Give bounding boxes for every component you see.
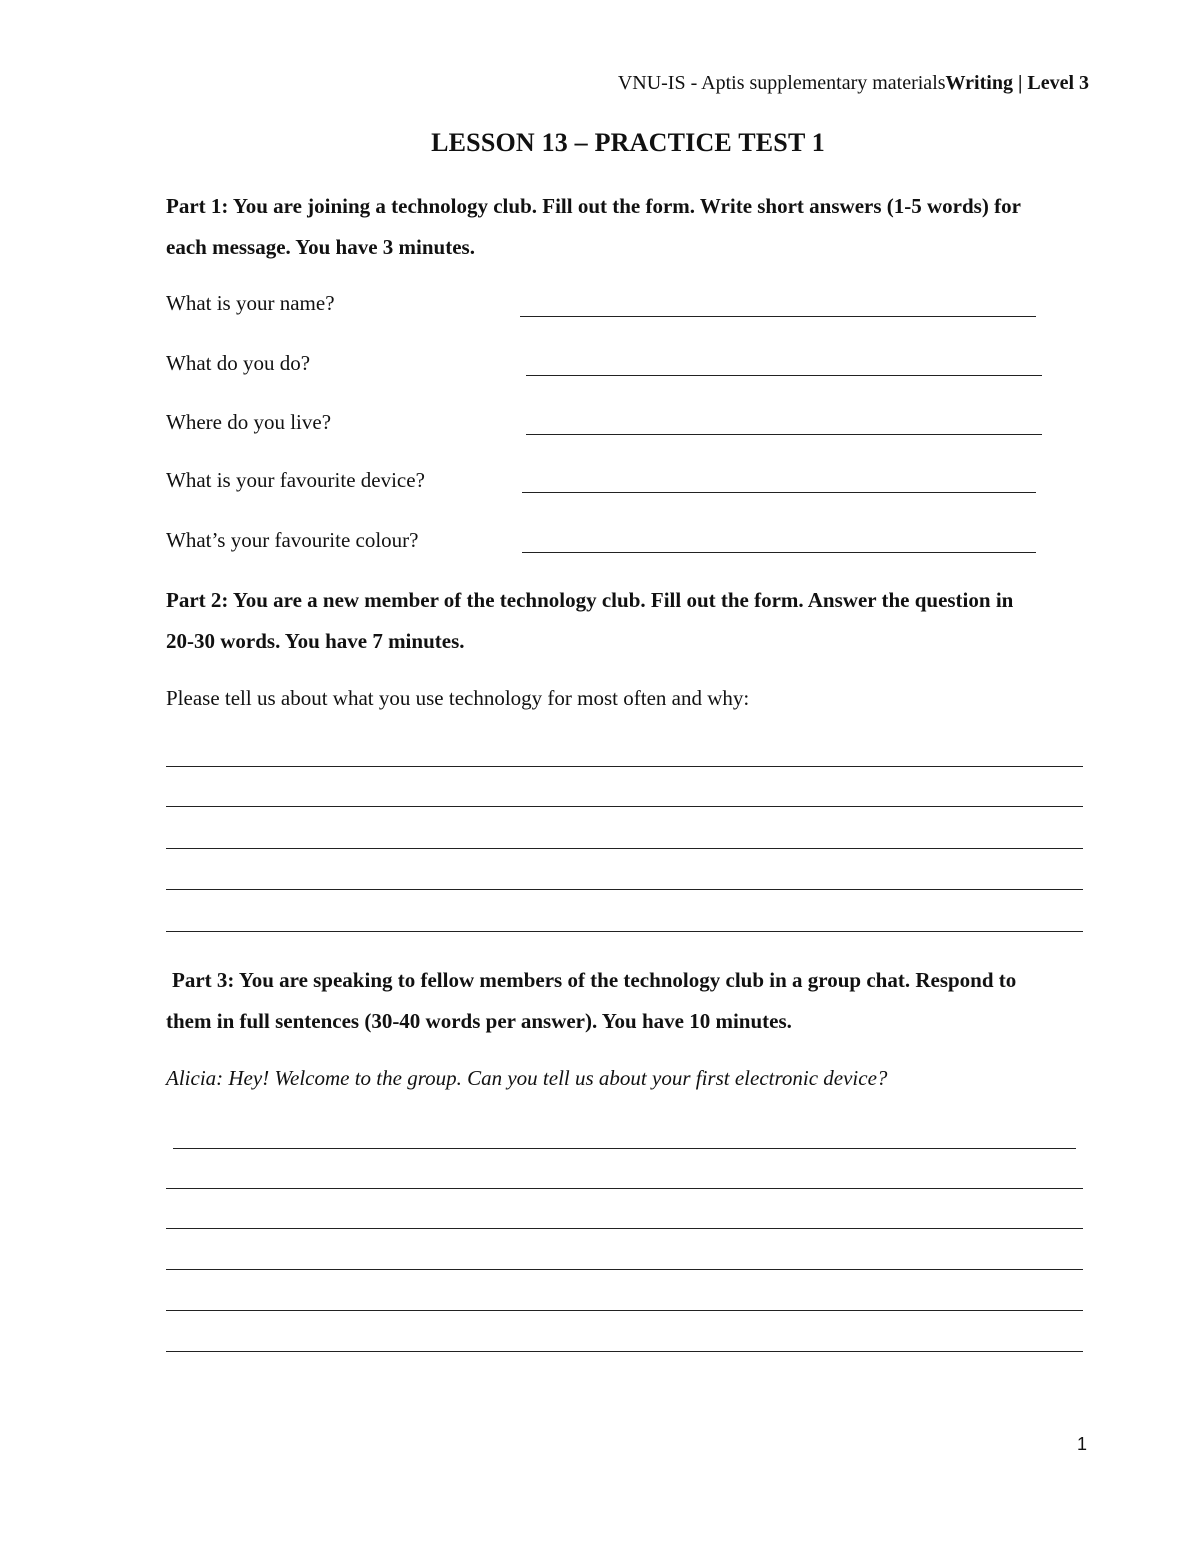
part2-instruction: Part 2: You are a new member of the technology club. Fill out the form. Answer the question in 20-30 words. You have 7 minutes. <box>166 588 1014 653</box>
part2-writing-line[interactable] <box>166 848 1083 849</box>
answer-line-colour[interactable] <box>522 552 1036 553</box>
header-source: VNU-IS - Aptis supplementary materials <box>617 72 946 94</box>
part3-writing-line[interactable] <box>166 1228 1083 1229</box>
answer-line-location[interactable] <box>526 434 1042 435</box>
answer-line-occupation[interactable] <box>526 375 1042 376</box>
answer-line-name[interactable] <box>520 316 1036 317</box>
part3-writing-line[interactable] <box>166 1188 1083 1189</box>
question-colour: What’s your favourite colour? <box>166 528 419 552</box>
page-header <box>618 72 1089 95</box>
part3-writing-line[interactable] <box>173 1148 1076 1149</box>
answer-line-device[interactable] <box>522 492 1036 493</box>
question-device: What is your favourite device? <box>166 468 425 492</box>
page-number: 1 <box>1076 1434 1087 1454</box>
part2-prompt: Please tell us about what you use technology for most often and why: <box>166 686 750 710</box>
part2-writing-line[interactable] <box>166 806 1083 807</box>
part2-writing-line[interactable] <box>166 766 1083 767</box>
part3-prompt: Alicia: Hey! Welcome to the group. Can you tell us about your first electronic device? <box>166 1066 888 1090</box>
part1-instruction: Part 1: You are joining a technology club. Fill out the form. Write short answers (1-5 words) for each message. You have 3 minutes. <box>166 194 1021 259</box>
question-occupation: What do you do? <box>166 351 311 375</box>
part2-writing-line[interactable] <box>166 931 1083 932</box>
question-location: Where do you live? <box>166 410 332 434</box>
page-title: LESSON 13 – PRACTICE TEST 1 <box>431 128 825 157</box>
header-section: Writing | Level 3 <box>945 72 1089 94</box>
part3-writing-line[interactable] <box>166 1269 1083 1270</box>
part3-instruction: Part 3: You are speaking to fellow members of the technology club in a group chat. Respond to them in full sentences (30-40 words per answer). You have 10 minutes. <box>166 968 1017 1033</box>
part3-writing-line[interactable] <box>166 1351 1083 1352</box>
part3-writing-line[interactable] <box>166 1310 1083 1311</box>
part2-writing-line[interactable] <box>166 889 1083 890</box>
question-name: What is your name? <box>166 291 335 315</box>
